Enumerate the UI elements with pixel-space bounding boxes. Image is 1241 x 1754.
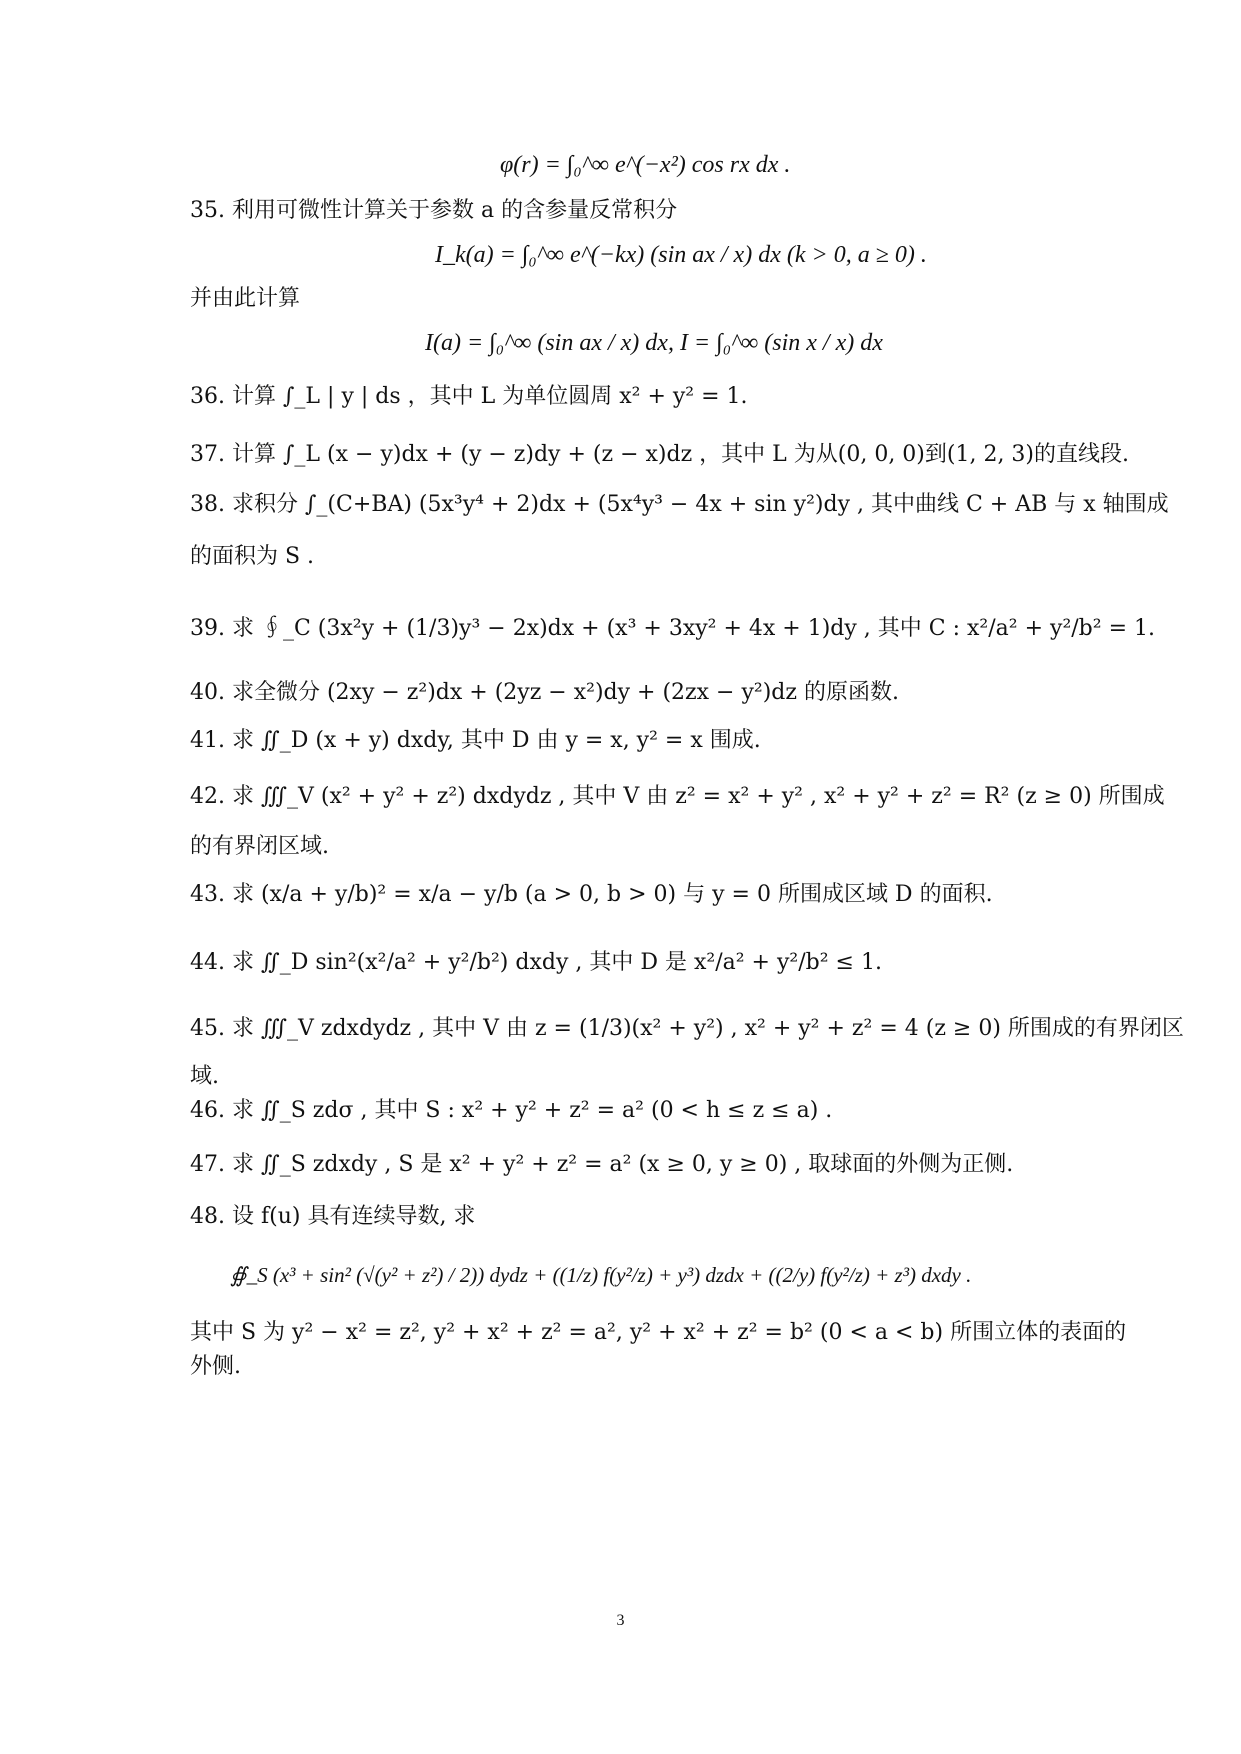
problem-44: 44. 求 ∬_D sin²(x²/a² + y²/b²) dxdy , 其中 D 是 x²/a² + y²/b² ≤ 1. [190,950,882,975]
problem-36: 36. 计算 ∫_L | y | ds ，其中 L 为单位圆周 x² + y² = 1. [190,384,748,409]
problem-47: 47. 求 ∬_S zdxdy , S 是 x² + y² + z² = a² (x ≥ 0, y ≥ 0) , 取球面的外侧为正侧. [190,1152,1014,1177]
problem-35: 35. 利用可微性计算关于参数 a 的含参量反常积分 [190,198,678,223]
problem-40: 40. 求全微分 (2xy − z²)dx + (2yz − x²)dy + (2zx − y²)dz 的原函数. [190,680,899,705]
problem-45: 45. 求 ∭_V zdxdydz , 其中 V 由 z = (1/3)(x² + y²) , x² + y² + z² = 4 (z ≥ 0) 所围成的有界闭区 [190,1016,1184,1041]
problem-38-cont: 的面积为 S . [190,544,315,569]
problem-46: 46. 求 ∬_S zdσ , 其中 S : x² + y² + z² = a² (0 < h ≤ z ≤ a) . [190,1098,833,1123]
page-number: 3 [616,1612,625,1629]
problem-37: 37. 计算 ∫_L (x − y)dx + (y − z)dy + (z − x)dz ，其中 L 为从(0, 0, 0)到(1, 2, 3)的直线段. [190,442,1130,467]
problem-43: 43. 求 (x/a + y/b)² = x/a − y/b (a > 0, b > 0) 与 y = 0 所围成区域 D 的面积. [190,882,993,907]
problem-42: 42. 求 ∭_V (x² + y² + z²) dxdydz , 其中 V 由 z² = x² + y² , x² + y² + z² = R² (z ≥ 0) 所围成 [190,784,1165,809]
formula-35: I_k(a) = ∫₀^∞ e^(−kx) (sin ax / x) dx (k > 0, a ≥ 0) . [435,242,927,268]
problem-38: 38. 求积分 ∫_(C+BA) (5x³y⁴ + 2)dx + (5x⁴y³ − 4x + sin y²)dy , 其中曲线 C + AB 与 x 轴围成 [190,492,1169,517]
formula-35b: I(a) = ∫₀^∞ (sin ax / x) dx, I = ∫₀^∞ (sin x / x) dx [425,330,883,356]
formula-phi: φ(r) = ∫₀^∞ e^(−x²) cos rx dx . [500,152,791,178]
problem-48: 48. 设 f(u) 具有连续导数, 求 [190,1204,476,1229]
problem-48-cont: 其中 S 为 y² − x² = z², y² + x² + z² = a², y² + x² + z² = b² (0 < a < b) 所围立体的表面的 [190,1320,1127,1345]
problem-39: 39. 求 ∮_C (3x²y + (1/3)y³ − 2x)dx + (x³ + 3xy² + 4x + 1)dy , 其中 C : x²/a² + y²/b² = 1. [190,616,1155,641]
problem-48-cont2: 外侧. [190,1354,241,1379]
formula-48: ∯_S (x³ + sin² (√(y² + z²) / 2)) dydz + ((1/z) f(y²/z) + y³) dzdx + ((2/y) f(y²/z) + z³) dxdy . [230,1263,972,1287]
problem-42-cont: 的有界闭区域. [190,834,329,859]
problem-45-cont: 域. [190,1064,219,1089]
problem-41: 41. 求 ∬_D (x + y) dxdy, 其中 D 由 y = x, y² = x 围成. [190,728,761,753]
problem-35-cont: 并由此计算 [190,286,301,311]
